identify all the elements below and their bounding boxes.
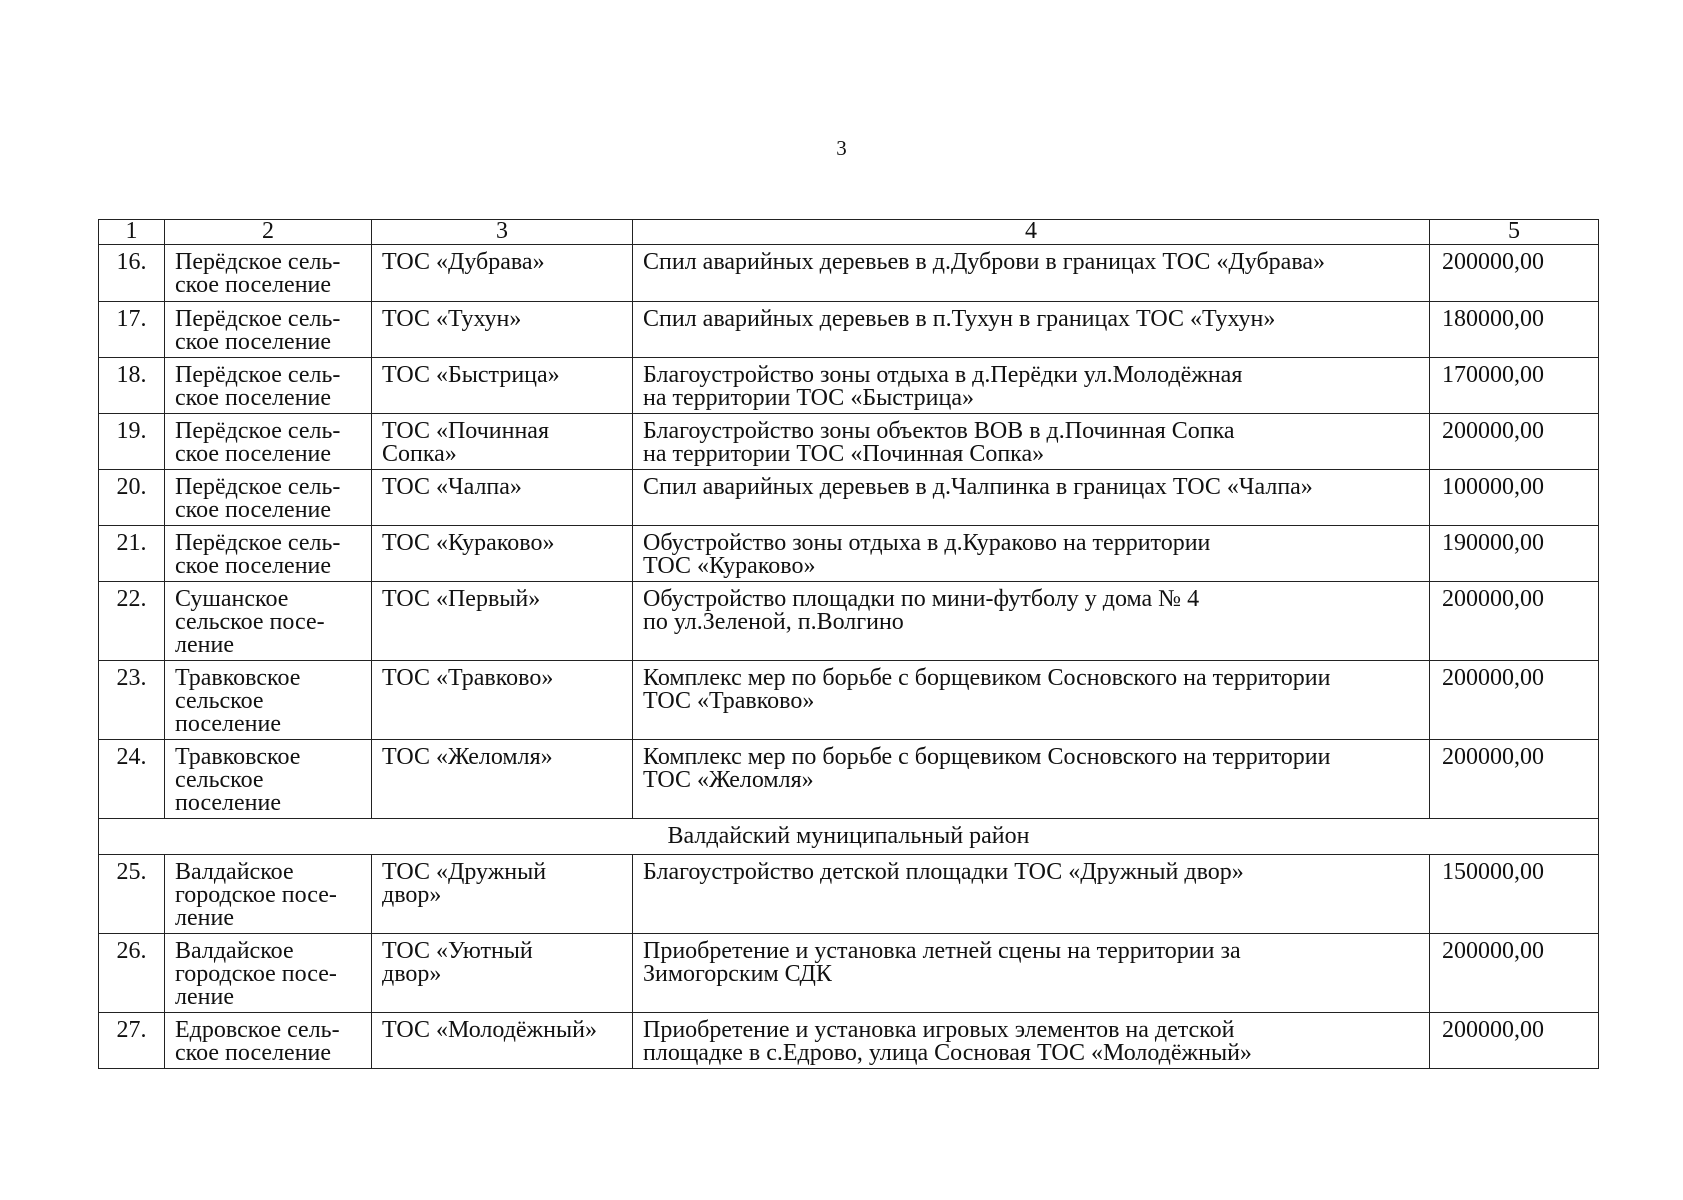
row-number-text: 25. [116, 859, 147, 885]
description-cell-text: Спил аварийных деревьев в д.Чалпинка в границах ТОС «Чалпа» [643, 474, 1313, 500]
amount-cell-text: 150000,00 [1442, 859, 1544, 885]
settlement-cell [165, 740, 372, 819]
settlement-cell-text: Перёдское сель- ское поселение [175, 306, 341, 355]
grants-table [98, 219, 1599, 1069]
settlement-cell [165, 526, 372, 582]
amount-cell-text: 200000,00 [1442, 586, 1544, 612]
description-cell [633, 582, 1430, 661]
settlement-cell [165, 934, 372, 1013]
tos-cell [372, 855, 633, 934]
settlement-cell-text: Травковское сельское поселение [175, 665, 301, 737]
description-cell-text: Благоустройство зоны отдыха в д.Перёдки ул.Молодёжная на территории ТОС «Быстрица» [643, 362, 1243, 411]
row-number-text: 18. [116, 362, 147, 388]
amount-cell [1430, 302, 1599, 358]
column-header-1: 1 [99, 220, 165, 245]
tos-cell [372, 740, 633, 819]
section-row [99, 819, 1599, 855]
settlement-cell [165, 661, 372, 740]
amount-cell-text: 200000,00 [1442, 744, 1544, 770]
row-number [99, 855, 165, 934]
amount-cell-text: 180000,00 [1442, 306, 1544, 332]
description-cell [633, 245, 1430, 302]
column-header-2: 2 [165, 220, 372, 245]
row-number [99, 582, 165, 661]
amount-cell [1430, 740, 1599, 819]
description-cell [633, 526, 1430, 582]
row-number [99, 661, 165, 740]
settlement-cell-text: Травковское сельское поселение [175, 744, 301, 816]
description-cell [633, 1013, 1430, 1069]
description-cell-text: Комплекс мер по борьбе с борщевиком Сосновского на территории ТОС «Желомля» [643, 744, 1331, 793]
settlement-cell-text: Перёдское сель- ское поселение [175, 474, 341, 523]
row-number-text: 17. [116, 306, 147, 332]
amount-cell [1430, 526, 1599, 582]
column-header-3: 3 [372, 220, 633, 245]
row-number-text: 21. [116, 530, 147, 556]
table-row [99, 414, 1599, 470]
tos-cell [372, 1013, 633, 1069]
table-row [99, 934, 1599, 1013]
amount-cell [1430, 934, 1599, 1013]
settlement-cell [165, 855, 372, 934]
amount-cell-text: 200000,00 [1442, 249, 1544, 275]
settlement-cell [165, 302, 372, 358]
tos-cell-text: ТОС «Починная Сопка» [382, 418, 549, 467]
row-number-text: 26. [116, 938, 147, 964]
tos-cell-text: ТОС «Тухун» [382, 306, 522, 332]
page-number: 3 [836, 136, 847, 160]
amount-cell [1430, 358, 1599, 414]
settlement-cell-text: Сушанское сельское посе- ление [175, 586, 325, 658]
tos-cell-text: ТОС «Травково» [382, 665, 554, 691]
tos-cell [372, 934, 633, 1013]
amount-cell-text: 190000,00 [1442, 530, 1544, 556]
settlement-cell [165, 245, 372, 302]
tos-cell-text: ТОС «Дружный двор» [382, 859, 547, 908]
row-number-text: 16. [116, 249, 147, 275]
description-cell-text: Приобретение и установка игровых элементов на детской площадке в с.Едрово, улица Сосновая ТОС «Молодёжный» [643, 1017, 1252, 1066]
settlement-cell [165, 414, 372, 470]
row-number [99, 302, 165, 358]
description-cell-text: Спил аварийных деревьев в п.Тухун в границах ТОС «Тухун» [643, 306, 1276, 332]
amount-cell-text: 200000,00 [1442, 665, 1544, 691]
amount-cell-text: 100000,00 [1442, 474, 1544, 500]
settlement-cell [165, 1013, 372, 1069]
tos-cell-text: ТОС «Молодёжный» [382, 1017, 597, 1043]
settlement-cell [165, 358, 372, 414]
tos-cell [372, 470, 633, 526]
row-number [99, 526, 165, 582]
amount-cell [1430, 414, 1599, 470]
row-number-text: 23. [116, 665, 147, 691]
table-row [99, 661, 1599, 740]
table-row [99, 302, 1599, 358]
amount-cell [1430, 582, 1599, 661]
amount-cell-text: 200000,00 [1442, 1017, 1544, 1043]
description-cell-text: Обустройство площадки по мини-футболу у дома № 4 по ул.Зеленой, п.Волгино [643, 586, 1200, 635]
amount-cell-text: 200000,00 [1442, 938, 1544, 964]
row-number [99, 934, 165, 1013]
table-row [99, 1013, 1599, 1069]
row-number-text: 24. [116, 744, 147, 770]
tos-cell [372, 245, 633, 302]
row-number-text: 22. [116, 586, 147, 612]
tos-cell-text: ТОС «Дубрава» [382, 249, 545, 275]
tos-cell-text: ТОС «Кураково» [382, 530, 555, 556]
table-header [99, 220, 1599, 245]
amount-cell-text: 170000,00 [1442, 362, 1544, 388]
tos-cell-text: ТОС «Чалпа» [382, 474, 522, 500]
section-title: Валдайский муниципальный район [99, 819, 1599, 855]
description-cell [633, 740, 1430, 819]
amount-cell [1430, 855, 1599, 934]
tos-cell [372, 582, 633, 661]
row-number-text: 20. [116, 474, 147, 500]
description-cell [633, 661, 1430, 740]
table-row [99, 470, 1599, 526]
settlement-cell-text: Перёдское сель- ское поселение [175, 249, 341, 298]
amount-cell [1430, 661, 1599, 740]
amount-cell [1430, 245, 1599, 302]
description-cell [633, 470, 1430, 526]
row-number [99, 1013, 165, 1069]
row-number [99, 740, 165, 819]
row-number [99, 358, 165, 414]
tos-cell-text: ТОС «Быстрица» [382, 362, 560, 388]
settlement-cell-text: Едровское сель- ское поселение [175, 1017, 340, 1066]
header-row [99, 220, 1599, 245]
table-row [99, 245, 1599, 302]
description-cell-text: Благоустройство зоны объектов ВОВ в д.Починная Сопка на территории ТОС «Починная Сопка» [643, 418, 1235, 467]
tos-cell-text: ТОС «Первый» [382, 586, 541, 612]
amount-cell [1430, 470, 1599, 526]
description-cell-text: Приобретение и установка летней сцены на территории за Зимогорским СДК [643, 938, 1241, 987]
description-cell [633, 414, 1430, 470]
row-number-text: 19. [116, 418, 147, 444]
tos-cell [372, 526, 633, 582]
description-cell [633, 358, 1430, 414]
description-cell-text: Благоустройство детской площадки ТОС «Дружный двор» [643, 859, 1244, 885]
description-cell-text: Спил аварийных деревьев в д.Дуброви в границах ТОС «Дубрава» [643, 249, 1325, 275]
settlement-cell [165, 582, 372, 661]
column-header-4: 4 [633, 220, 1430, 245]
settlement-cell-text: Валдайское городское посе- ление [175, 859, 337, 931]
amount-cell [1430, 1013, 1599, 1069]
row-number-text: 27. [116, 1017, 147, 1043]
settlement-cell-text: Перёдское сель- ское поселение [175, 362, 341, 411]
tos-cell-text: ТОС «Уютный двор» [382, 938, 533, 987]
description-cell [633, 855, 1430, 934]
tos-cell [372, 414, 633, 470]
amount-cell-text: 200000,00 [1442, 418, 1544, 444]
row-number [99, 470, 165, 526]
description-cell-text: Обустройство зоны отдыха в д.Кураково на территории ТОС «Кураково» [643, 530, 1211, 579]
column-header-5: 5 [1430, 220, 1599, 245]
settlement-cell-text: Валдайское городское посе- ление [175, 938, 337, 1010]
settlement-cell-text: Перёдское сель- ское поселение [175, 530, 341, 579]
row-number [99, 414, 165, 470]
table-row [99, 855, 1599, 934]
row-number [99, 245, 165, 302]
tos-cell [372, 661, 633, 740]
table-row [99, 358, 1599, 414]
description-cell [633, 934, 1430, 1013]
table-row [99, 582, 1599, 661]
tos-cell-text: ТОС «Желомля» [382, 744, 553, 770]
table-row [99, 740, 1599, 819]
table-body [99, 245, 1599, 1069]
tos-cell [372, 358, 633, 414]
settlement-cell-text: Перёдское сель- ское поселение [175, 418, 341, 467]
description-cell-text: Комплекс мер по борьбе с борщевиком Сосновского на территории ТОС «Травково» [643, 665, 1331, 714]
tos-cell [372, 302, 633, 358]
description-cell [633, 302, 1430, 358]
table-row [99, 526, 1599, 582]
settlement-cell [165, 470, 372, 526]
